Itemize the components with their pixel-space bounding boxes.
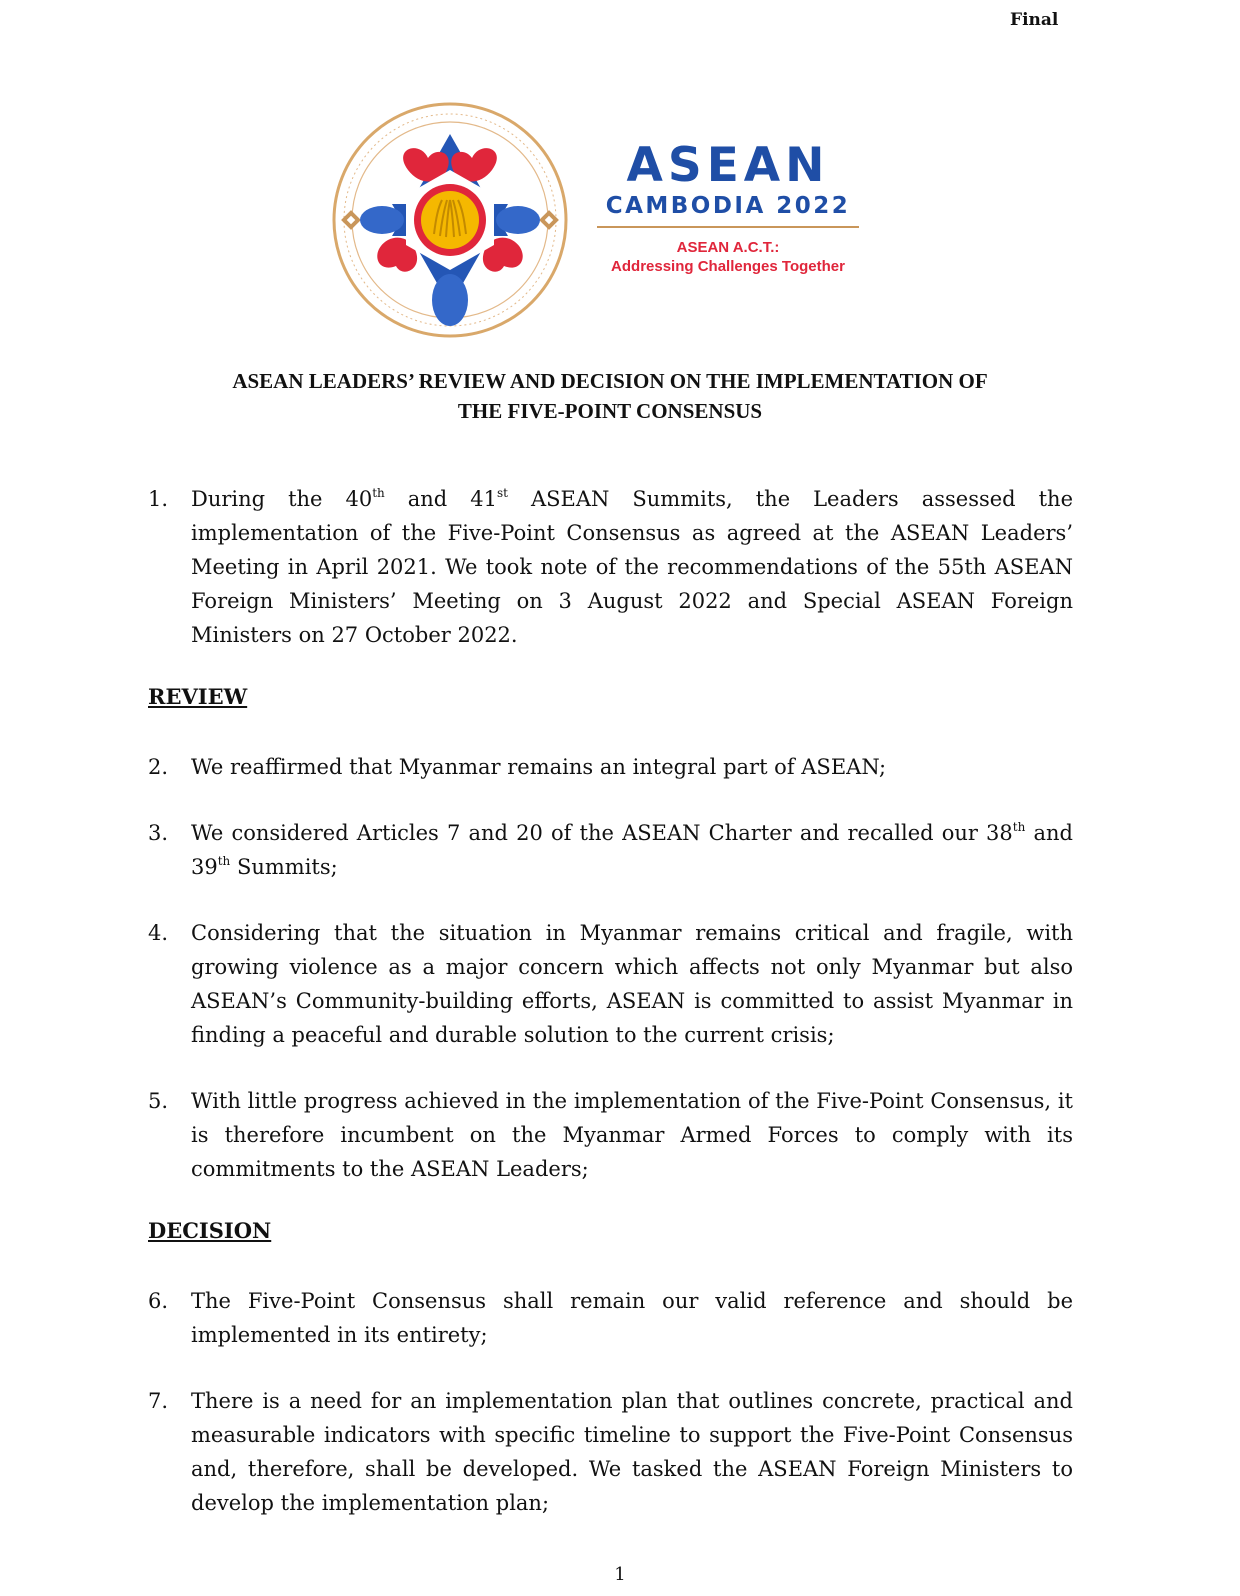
document-title-line-1: ASEAN LEADERS’ REVIEW AND DECISION ON THE IMPLEMENTATION OF [232, 369, 988, 393]
paragraph-number: 1. [148, 487, 169, 511]
paragraph-text [191, 482, 1073, 652]
brand-edition: CAMBODIA 2022 [605, 193, 851, 219]
paragraph-1 [148, 482, 1073, 652]
paragraph-6 [148, 1284, 1073, 1352]
paragraph-7 [148, 1384, 1073, 1520]
paragraph-2 [148, 750, 1073, 784]
paragraph-number: 7. [148, 1389, 169, 1413]
paragraph-text: With little progress achieved in the implementation of the Five-Point Consensus, it is therefore incumbent on the Myanmar Armed Forces to comply with its commitments to the ASEAN Leaders; [191, 1089, 1073, 1181]
ordinal-suffix: st [496, 486, 508, 500]
section-heading-review: REVIEW [148, 684, 248, 709]
paragraph-number: 4. [148, 921, 169, 945]
document-status: Final [1010, 10, 1059, 30]
paragraph-4 [148, 916, 1073, 1052]
paragraph-text: The Five-Point Consensus shall remain our valid reference and should be implemented in its entirety; [191, 1289, 1073, 1347]
section-heading-decision: DECISION [148, 1218, 272, 1243]
paragraph-text: We reaffirmed that Myanmar remains an integral part of ASEAN; [191, 755, 887, 779]
event-brand [597, 140, 859, 276]
paragraph-3 [148, 816, 1073, 884]
paragraph-text-part: ASEAN Summits, the Leaders assessed the implementation of the Five-Point Consensus as agreed at the ASEAN Leaders’ Meeting in April 2021. We took note of the recommendations of the 55th ASEAN Foreign Ministers’ Meeting on 3 August 2022 and Special ASEAN Foreign Ministers on 27 October 2022. [191, 487, 1074, 647]
paragraph-number: 2. [148, 755, 169, 779]
paragraph-text-part: Summits; [230, 855, 338, 879]
brand-name: ASEAN [626, 138, 830, 193]
paragraph-text [191, 816, 1073, 884]
ordinal-suffix: th [217, 854, 231, 868]
brand-divider [597, 226, 859, 228]
paragraph-text: Considering that the situation in Myanmar remains critical and fragile, with growing violence as a major concern which affects not only Myanmar but also ASEAN’s Community-building efforts, ASEAN is committed to assist Myanmar in finding a peaceful and durable solution to the current crisis; [191, 921, 1073, 1047]
page-number: 1 [614, 1564, 626, 1585]
ordinal-suffix: th [372, 486, 385, 500]
brand-tagline-1: ASEAN A.C.T.: [676, 239, 780, 256]
paragraph-text-part: and 41 [384, 487, 497, 511]
paragraph-number: 3. [148, 821, 169, 845]
asean-cambodia-emblem-icon [330, 100, 570, 340]
paragraph-text-part: We considered Articles 7 and 20 of the ASEAN Charter and recalled our 38 [191, 821, 1013, 845]
paragraph-number: 6. [148, 1289, 169, 1313]
paragraph-5 [148, 1084, 1073, 1186]
document-title-line-2: THE FIVE-POINT CONSENSUS [457, 399, 763, 423]
paragraph-text: There is a need for an implementation plan that outlines concrete, practical and measurable indicators with specific timeline to support the Five-Point Consensus and, therefore, shall be developed. We tasked the ASEAN Foreign Ministers to develop the implementation plan; [191, 1389, 1073, 1515]
paragraph-text-part: During the 40 [191, 487, 373, 511]
brand-tagline-2: Addressing Challenges Together [611, 258, 845, 275]
ordinal-suffix: th [1012, 820, 1026, 834]
paragraph-number: 5. [148, 1089, 169, 1113]
paragraph-text-part: and 39 [191, 821, 1073, 879]
document-title [140, 366, 1080, 426]
